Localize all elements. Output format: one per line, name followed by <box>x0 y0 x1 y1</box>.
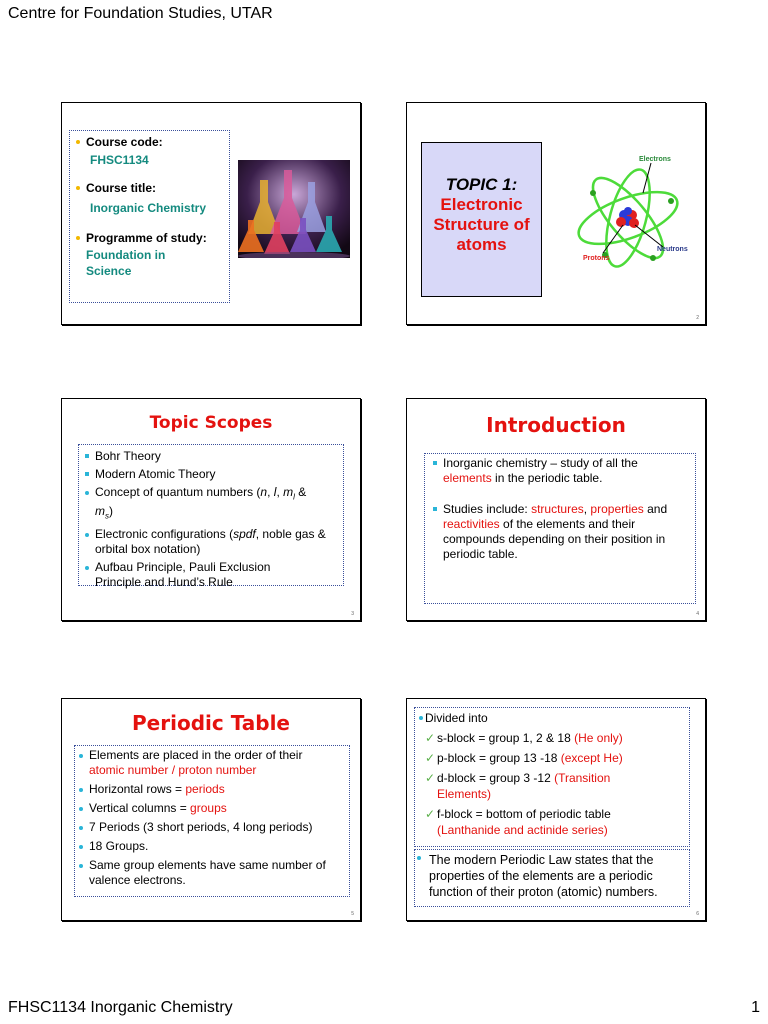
scope-text: Principle and Hund’s Rule <box>95 574 233 589</box>
highlight-groups: groups <box>190 801 227 815</box>
scope-text: Concept of quantum numbers ( <box>95 485 261 499</box>
d-block-note2: Elements) <box>437 787 492 801</box>
periodic-text: Vertical columns = <box>89 801 191 815</box>
periodic-item <box>77 748 345 778</box>
slide-number: 4 <box>696 611 699 617</box>
course-code-label: Course code: <box>86 135 163 149</box>
separator: , <box>583 502 591 516</box>
slide-topic-scopes <box>61 398 361 621</box>
f-block-item <box>417 806 687 838</box>
scopes-list-box <box>78 444 344 589</box>
periodic-list-box <box>74 745 350 897</box>
course-code-value: FHSC1134 <box>90 153 149 167</box>
topic-title-box <box>421 142 542 297</box>
s-block-text: s-block = group 1, 2 & 18 <box>437 731 575 745</box>
d-block-text: d-block = group 3 -12 <box>437 771 555 785</box>
check-icon: ✓ <box>425 731 436 745</box>
check-icon: ✓ <box>425 751 436 765</box>
subscript-l: l <box>293 492 295 502</box>
periodic-text: Elements are placed in the order of their <box>89 748 303 762</box>
intro-text: and <box>643 502 668 516</box>
scope-item: Modern Atomic Theory <box>83 467 339 482</box>
highlight-structures: structures <box>531 502 584 516</box>
slide-number: 5 <box>351 911 354 917</box>
intro-point <box>431 502 689 562</box>
quantum-ms: m <box>95 504 105 519</box>
separator: , <box>276 485 284 499</box>
f-block-note: (Lanthanide and actinide series) <box>437 823 608 837</box>
quantum-l: l <box>273 485 277 499</box>
intro-text: Studies include: <box>443 502 532 516</box>
scope-item <box>83 560 339 590</box>
intro-text-box <box>424 453 696 604</box>
course-title-label: Course title: <box>86 181 157 195</box>
chemistry-flasks-image <box>238 160 350 258</box>
s-block-item <box>417 730 687 746</box>
programme-item <box>74 231 225 279</box>
d-block-note: (Transition <box>554 771 611 785</box>
periodic-item: 7 Periods (3 short periods, 4 long periods) <box>77 820 345 835</box>
topic-title-line1: Electronic <box>440 195 523 214</box>
s-block-note: (He only) <box>574 731 623 745</box>
d-block-item <box>417 770 687 802</box>
scope-text: Aufbau Principle, Pauli Exclusion <box>95 559 271 574</box>
page-number: 1 <box>751 999 760 1016</box>
slide-periodic-table <box>61 698 361 921</box>
highlight-reactivities: reactivities <box>443 517 500 531</box>
topic-title-line3: atoms <box>456 235 507 254</box>
topic-title-line2: Structure of <box>433 215 530 234</box>
page-footer-title: FHSC1134 Inorganic Chemistry <box>8 999 233 1016</box>
periodic-text: Horizontal rows = <box>89 782 186 796</box>
periodic-item <box>77 801 345 816</box>
slide-number: 6 <box>696 911 699 917</box>
course-code-item <box>74 135 225 167</box>
slide-title: Topic Scopes <box>149 413 273 433</box>
blocks-box <box>414 707 690 847</box>
periodic-item <box>77 782 345 797</box>
scope-text: , noble gas & orbital box notation) <box>95 526 326 556</box>
p-block-note: (except He) <box>560 751 623 765</box>
check-icon: ✓ <box>425 771 436 785</box>
course-title-value: Inorganic Chemistry <box>90 201 207 215</box>
scope-item <box>83 527 339 557</box>
slide-number: 3 <box>351 611 354 617</box>
spdf-term: spdf <box>233 526 256 541</box>
protons-label: Protons <box>583 255 610 262</box>
f-block-text: f-block = bottom of periodic table <box>437 807 611 821</box>
periodic-item: 18 Groups. <box>77 839 345 854</box>
slide-introduction <box>406 398 706 621</box>
p-block-item <box>417 750 687 766</box>
ampersand: & <box>294 485 307 499</box>
close-paren: ) <box>109 504 113 519</box>
slide-title: Periodic Table <box>132 711 290 735</box>
quantum-m: m <box>283 485 294 499</box>
slide-topic-title <box>406 102 706 325</box>
topic-number: TOPIC 1: <box>445 175 518 194</box>
programme-label: Programme of study: <box>86 231 207 245</box>
check-icon: ✓ <box>425 807 436 821</box>
separator: , <box>267 485 274 499</box>
neutrons-label: Neutrons <box>657 246 688 253</box>
scope-item: Bohr Theory <box>83 449 339 464</box>
scope-text: Electronic configurations ( <box>95 526 234 541</box>
highlight-properties: properties <box>590 502 644 516</box>
periodic-law-box <box>414 849 690 907</box>
programme-line2: Science <box>86 264 132 278</box>
slide-number: 2 <box>696 315 699 321</box>
course-title-item <box>74 181 225 215</box>
periodic-law: The modern Periodic Law states that the properties of the elements are a periodic function of their proton (atomic) numbers. <box>415 850 689 900</box>
subscript-s: s <box>105 511 109 521</box>
periodic-item: Same group elements have same number of valence electrons. <box>77 858 345 888</box>
intro-text: Inorganic chemistry – study of all the <box>443 456 638 470</box>
page-header: Centre for Foundation Studies, UTAR <box>8 5 273 22</box>
scope-item <box>83 485 339 524</box>
course-info-box <box>69 130 230 303</box>
blocks-intro: Divided into <box>417 710 687 726</box>
slide-course-info <box>61 102 361 325</box>
intro-text: in the periodic table. <box>491 471 603 485</box>
highlight-elements: elements <box>443 471 492 485</box>
p-block-text: p-block = group 13 -18 <box>437 751 561 765</box>
slide-title: Introduction <box>486 413 626 437</box>
highlight-atomic-number: atomic number / proton number <box>89 763 257 777</box>
programme-line1: Foundation in <box>86 248 166 262</box>
slide-blocks <box>406 698 706 921</box>
quantum-n: n <box>260 485 268 499</box>
electrons-label: Electrons <box>639 156 671 163</box>
intro-text: of the elements and their compounds depending on their position in periodic table. <box>443 517 666 561</box>
intro-point <box>431 456 689 486</box>
highlight-periods: periods <box>185 782 225 796</box>
